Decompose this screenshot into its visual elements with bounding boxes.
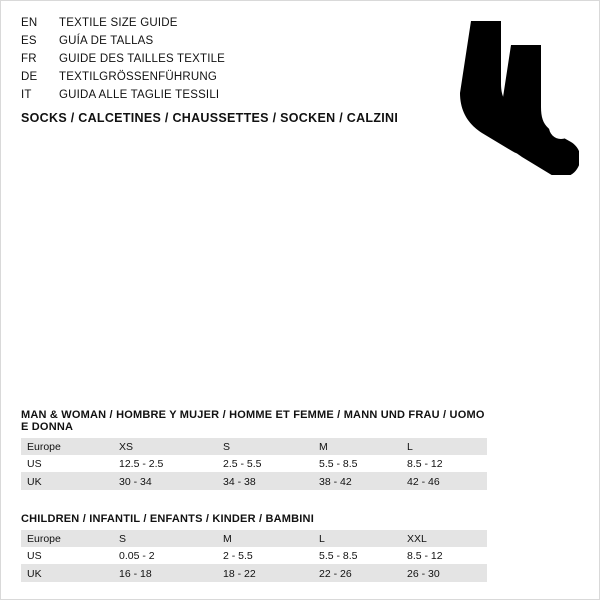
language-row (21, 53, 381, 71)
table-cell: 12.5 - 2.5 (113, 455, 217, 473)
language-label: GUIDA ALLE TAGLIE TESSILI (59, 89, 220, 101)
table-caption: CHILDREN / INFANTIL / ENFANTS / KINDER / BAMBINI (21, 513, 314, 525)
table-cell: M (313, 438, 401, 455)
language-row (21, 89, 381, 107)
table-row (21, 547, 487, 565)
socks-illustration (409, 15, 579, 175)
table-row (21, 438, 487, 455)
page-title: SOCKS / CALCETINES / CHAUSSETTES / SOCKEN / CALZINI (21, 111, 399, 125)
table-cell: 22 - 26 (313, 565, 401, 583)
table-section-man-woman (21, 409, 487, 490)
table-cell: 30 - 34 (113, 473, 217, 491)
table-row (21, 530, 487, 547)
language-code: EN (21, 17, 38, 29)
language-code: IT (21, 89, 32, 101)
table-cell: 2 - 5.5 (217, 547, 313, 565)
table-cell: 0.05 - 2 (113, 547, 217, 565)
table-cell: Europe (21, 438, 113, 455)
table-cell: 26 - 30 (401, 565, 487, 583)
language-row (21, 17, 381, 35)
table-cell: XS (113, 438, 217, 455)
table-row (21, 473, 487, 491)
table-cell: 16 - 18 (113, 565, 217, 583)
table-cell: 8.5 - 12 (401, 547, 487, 565)
language-label: GUIDE DES TAILLES TEXTILE (59, 53, 226, 65)
language-label: TEXTILE SIZE GUIDE (59, 17, 178, 29)
table-cell: 34 - 38 (217, 473, 313, 491)
table-cell: S (113, 530, 217, 547)
table-cell: 8.5 - 12 (401, 455, 487, 473)
table-caption: MAN & WOMAN / HOMBRE Y MUJER / HOMME ET FEMME / MANN UND FRAU / UOMO E DONNA (21, 409, 485, 433)
language-row (21, 71, 381, 89)
table-cell: 5.5 - 8.5 (313, 455, 401, 473)
table-row (21, 455, 487, 473)
table-cell: S (217, 438, 313, 455)
table-cell: 18 - 22 (217, 565, 313, 583)
table-cell: Europe (21, 530, 113, 547)
table-cell: 38 - 42 (313, 473, 401, 491)
language-label: GUÍA DE TALLAS (59, 35, 154, 47)
language-label: TEXTILGRÖSSENFÜHRUNG (59, 71, 217, 83)
language-code: DE (21, 71, 38, 83)
table-cell: 5.5 - 8.5 (313, 547, 401, 565)
table-cell: UK (21, 565, 113, 583)
language-row (21, 35, 381, 53)
table-cell: US (21, 547, 113, 565)
table-cell: L (401, 438, 487, 455)
table-cell: 2.5 - 5.5 (217, 455, 313, 473)
language-code: FR (21, 53, 37, 65)
language-list (21, 17, 381, 107)
table-cell: L (313, 530, 401, 547)
language-code: ES (21, 35, 37, 47)
table-cell: 42 - 46 (401, 473, 487, 491)
table-cell: UK (21, 473, 113, 491)
table-cell: M (217, 530, 313, 547)
table-section-children (21, 513, 487, 582)
table-row (21, 565, 487, 583)
table-cell: XXL (401, 530, 487, 547)
size-table-children (21, 530, 487, 582)
table-cell: US (21, 455, 113, 473)
size-table-man-woman (21, 438, 487, 490)
